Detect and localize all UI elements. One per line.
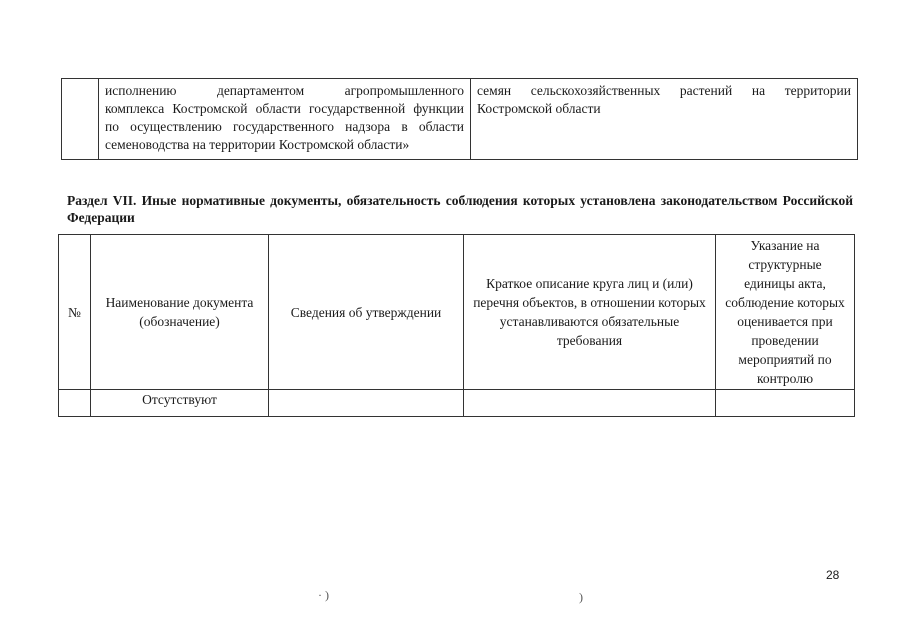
row-description [464, 390, 716, 417]
text-line: по осуществлению государственного надзора в области [105, 119, 464, 134]
scan-mark: · ) [318, 588, 329, 602]
text-line: комплекса Костромской области государственной функции [105, 101, 464, 116]
text-line: исполнению департаментом агропромышленного [105, 83, 464, 98]
num-cell [62, 79, 99, 160]
table-row [59, 390, 855, 417]
documents-table [58, 234, 855, 417]
section-heading [67, 192, 853, 226]
row-num [59, 390, 91, 417]
table-header-row [59, 235, 855, 390]
header-description: Краткое описание круга лиц и (или) перечня объектов, в отношении которых устанавливаются обязательные требования [464, 235, 716, 390]
row-structural-units [716, 390, 855, 417]
scan-mark: ) [579, 590, 583, 604]
header-structural-units: Указание на структурные единицы акта, соблюдение которых оценивается при проведении мероприятий по контролю [716, 235, 855, 390]
header-name: Наименование документа (обозначение) [91, 235, 269, 390]
section-heading-text: Раздел VII. Иные нормативные документы, обязательность соблюдения которых установлена законодательством Российской Федерации [67, 193, 853, 225]
header-num: № [59, 235, 91, 390]
row-name: Отсутствуют [91, 390, 269, 417]
row-approval [269, 390, 464, 417]
text-line: Костромской области [477, 101, 601, 116]
text-line: семеноводства на территории Костромской области» [105, 137, 410, 152]
table-row [62, 79, 858, 160]
description-cell [471, 79, 858, 160]
document-name-cell [99, 79, 471, 160]
header-approval: Сведения об утверждении [269, 235, 464, 390]
continuation-table [61, 78, 858, 160]
page-number: 28 [826, 568, 840, 582]
text-line: семян сельскохозяйственных растений на территории [477, 83, 851, 98]
